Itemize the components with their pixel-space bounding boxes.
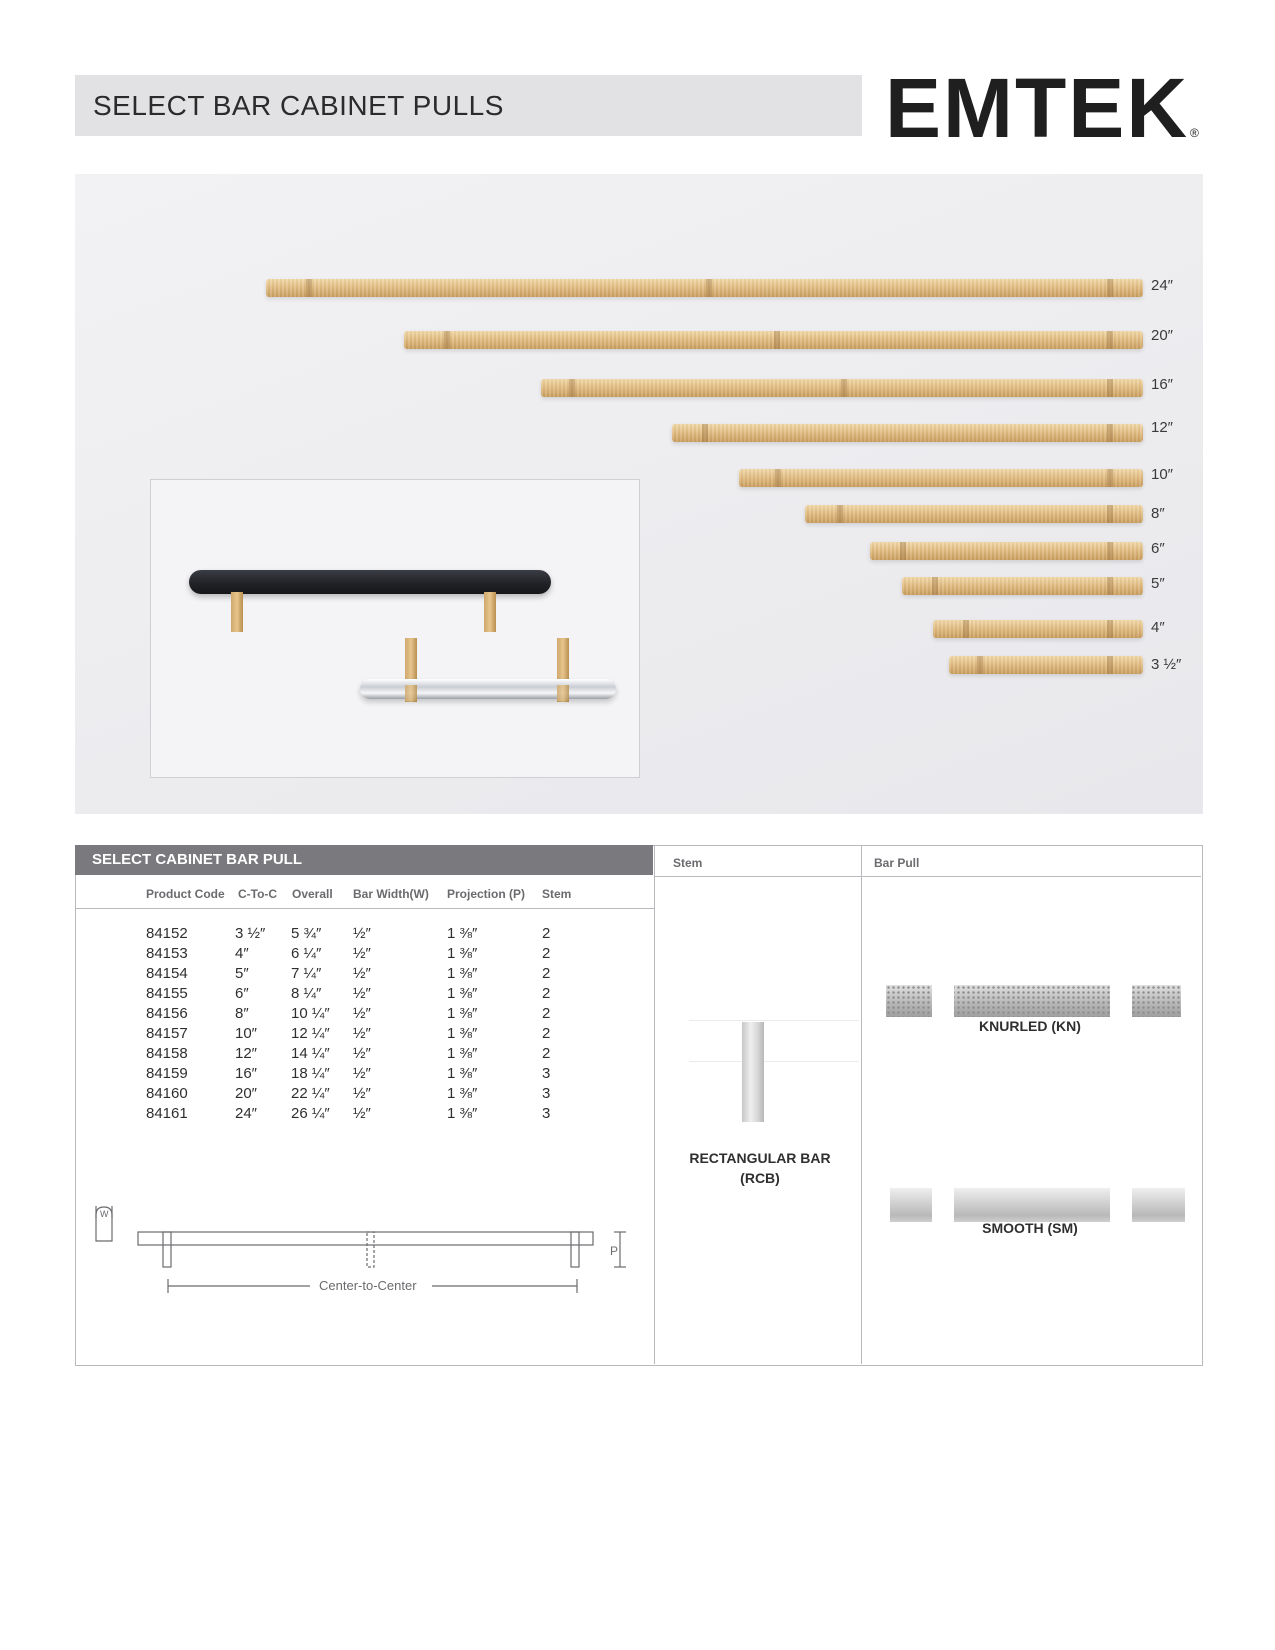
bar-3-5 (949, 656, 1143, 674)
cell-c-to-c: 12″ (235, 1045, 257, 1062)
spec-header (75, 845, 653, 875)
knurled-bar-image (886, 985, 1181, 1017)
size-label-20: 20″ (1151, 327, 1173, 344)
cell-bar-width: ½″ (353, 925, 371, 942)
cell-overall: 26 ¼″ (291, 1105, 330, 1122)
cell-stem-count: 2 (542, 1025, 551, 1042)
cell-stem-count: 3 (542, 1085, 551, 1102)
page-title: SELECT BAR CABINET PULLS (93, 90, 504, 121)
cell-c-to-c: 10″ (235, 1025, 257, 1042)
cell-stem-count: 2 (542, 925, 551, 942)
cell-overall: 7 ¼″ (291, 965, 322, 982)
rectangular-bar-stem-image (742, 1022, 764, 1122)
cell-bar-width: ½″ (353, 1085, 371, 1102)
size-label-8: 8″ (1151, 505, 1165, 522)
cell-stem-count: 3 (542, 1105, 551, 1122)
stem-backdrop (689, 1020, 859, 1062)
knurled-label: KNURLED (KN) (979, 1018, 1081, 1034)
product-photo (75, 174, 1203, 814)
cell-overall: 6 ¼″ (291, 945, 322, 962)
cell-stem-count: 3 (542, 1065, 551, 1082)
cell-c-to-c: 24″ (235, 1105, 257, 1122)
cell-overall: 14 ¼″ (291, 1045, 330, 1062)
bar-24 (266, 279, 1143, 297)
bar-5 (902, 577, 1143, 595)
rcb-code-label: (RCB) (740, 1170, 780, 1186)
bar-4 (933, 620, 1143, 638)
emtek-logo: EMTEK (885, 61, 1189, 155)
bar-6 (870, 542, 1143, 560)
bar-20 (404, 331, 1143, 349)
cell-bar-width: ½″ (353, 945, 371, 962)
chrome-smooth-pull (360, 679, 616, 699)
cell-c-to-c: 5″ (235, 965, 249, 982)
size-label-24: 24″ (1151, 277, 1173, 294)
c2c-label: Center-to-Center (319, 1278, 417, 1293)
p-label: P (610, 1244, 619, 1258)
cell-c-to-c: 6″ (235, 985, 249, 1002)
cell-c-to-c: 3 ½″ (235, 925, 266, 942)
cell-product-code: 84152 (146, 925, 188, 942)
cell-product-code: 84157 (146, 1025, 188, 1042)
bar-10 (739, 469, 1143, 487)
cell-projection: 1 ⅜″ (447, 925, 478, 942)
smooth-label: SMOOTH (SM) (982, 1220, 1078, 1236)
cell-stem-count: 2 (542, 985, 551, 1002)
cell-stem-count: 2 (542, 1005, 551, 1022)
cell-bar-width: ½″ (353, 965, 371, 982)
col-product-code: Product Code (146, 887, 225, 901)
cell-product-code: 84155 (146, 985, 188, 1002)
cell-projection: 1 ⅜″ (447, 1025, 478, 1042)
cell-projection: 1 ⅜″ (447, 1105, 478, 1122)
black-knurled-pull (189, 570, 551, 594)
cell-overall: 5 ¾″ (291, 925, 322, 942)
size-label-4: 4″ (1151, 619, 1165, 636)
cell-projection: 1 ⅜″ (447, 965, 478, 982)
size-label-10: 10″ (1151, 466, 1173, 483)
cell-stem-count: 2 (542, 965, 551, 982)
cell-overall: 12 ¼″ (291, 1025, 330, 1042)
dimension-diagram (90, 1195, 650, 1315)
cell-projection: 1 ⅜″ (447, 945, 478, 962)
cell-c-to-c: 16″ (235, 1065, 257, 1082)
cell-overall: 8 ¼″ (291, 985, 322, 1002)
size-label-16: 16″ (1151, 376, 1173, 393)
cell-bar-width: ½″ (353, 1105, 371, 1122)
stem-heading: Stem (673, 856, 703, 870)
col-bar-width: Bar Width(W) (353, 887, 429, 901)
bar-pull-heading: Bar Pull (874, 856, 920, 870)
cell-product-code: 84160 (146, 1085, 188, 1102)
spec-title: SELECT CABINET BAR PULL (92, 851, 302, 868)
bar-12 (672, 424, 1143, 442)
col-projection: Projection (P) (447, 887, 526, 901)
cell-projection: 1 ⅜″ (447, 1085, 478, 1102)
cell-c-to-c: 4″ (235, 945, 249, 962)
size-label-3-5: 3 ½″ (1151, 656, 1182, 673)
w-label: W (100, 1209, 109, 1219)
finish-inset-photo (150, 479, 640, 778)
cell-product-code: 84153 (146, 945, 188, 962)
cell-stem-count: 2 (542, 945, 551, 962)
cell-product-code: 84158 (146, 1045, 188, 1062)
size-label-5: 5″ (1151, 575, 1165, 592)
cell-bar-width: ½″ (353, 1005, 371, 1022)
cell-c-to-c: 20″ (235, 1085, 257, 1102)
col-stem: Stem (542, 887, 572, 901)
cell-overall: 22 ¼″ (291, 1085, 330, 1102)
size-label-6: 6″ (1151, 540, 1165, 557)
cell-product-code: 84159 (146, 1065, 188, 1082)
cell-product-code: 84156 (146, 1005, 188, 1022)
cell-projection: 1 ⅜″ (447, 985, 478, 1002)
cell-overall: 10 ¼″ (291, 1005, 330, 1022)
registered-mark: ® (1190, 126, 1199, 140)
cell-bar-width: ½″ (353, 1065, 371, 1082)
cell-stem-count: 2 (542, 1045, 551, 1062)
cell-overall: 18 ¼″ (291, 1065, 330, 1082)
bar-16 (541, 379, 1143, 397)
cell-bar-width: ½″ (353, 1025, 371, 1042)
col-c-to-c: C-To-C (238, 887, 278, 901)
cell-bar-width: ½″ (353, 985, 371, 1002)
cell-projection: 1 ⅜″ (447, 1005, 478, 1022)
cell-product-code: 84154 (146, 965, 188, 982)
bar-8 (805, 505, 1143, 523)
cell-product-code: 84161 (146, 1105, 188, 1122)
rectangular-bar-label: RECTANGULAR BAR (689, 1150, 831, 1166)
title-bar (75, 75, 862, 136)
size-label-12: 12″ (1151, 419, 1173, 436)
col-overall: Overall (292, 887, 333, 901)
cell-c-to-c: 8″ (235, 1005, 249, 1022)
cell-bar-width: ½″ (353, 1045, 371, 1062)
cell-projection: 1 ⅜″ (447, 1045, 478, 1062)
cell-projection: 1 ⅜″ (447, 1065, 478, 1082)
